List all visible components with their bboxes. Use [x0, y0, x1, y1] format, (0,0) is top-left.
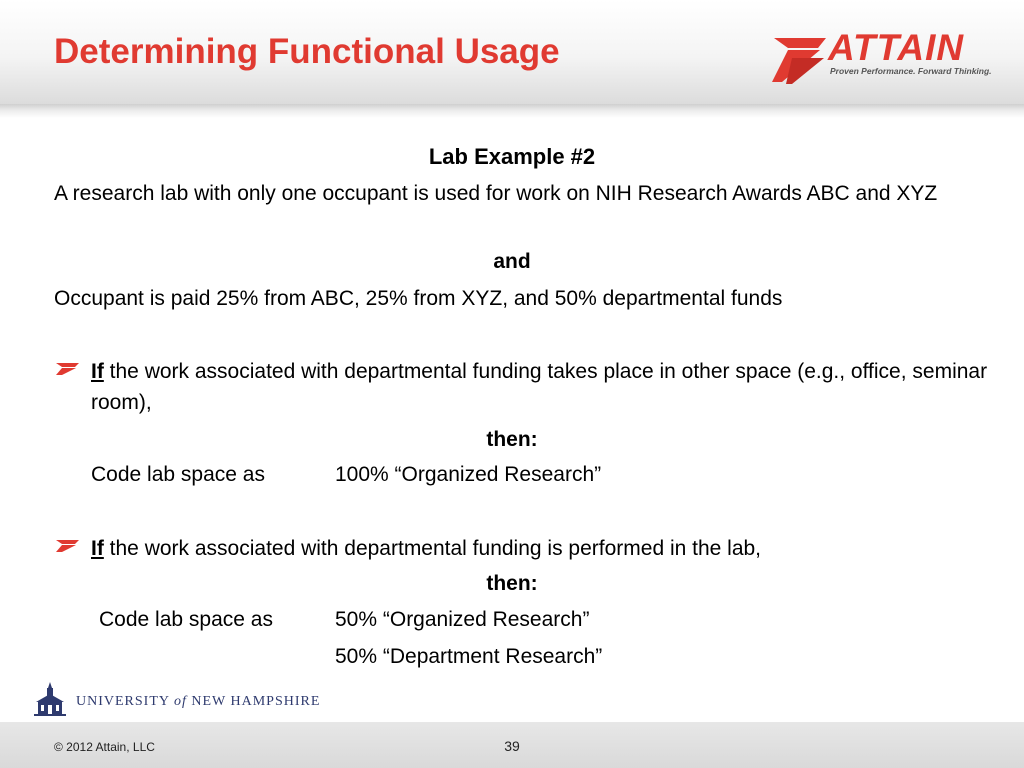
- and-connector: and: [493, 250, 531, 273]
- attain-tagline: Proven Performance. Forward Thinking.: [830, 66, 992, 76]
- attain-swoosh-icon: [768, 28, 828, 86]
- code-label: Code lab space as: [91, 463, 265, 486]
- attain-logo: [768, 28, 1008, 86]
- arrow-bullet-icon: [54, 362, 80, 376]
- slide-title: Determining Functional Usage: [54, 32, 560, 71]
- code-value: 50% “Organized Research”: [335, 608, 590, 631]
- bullet-condition-1: [91, 356, 991, 418]
- unh-logo: [30, 680, 321, 720]
- payment-paragraph: Occupant is paid 25% from ABC, 25% from XYZ, and 50% departmental funds: [54, 287, 783, 310]
- unh-wordmark: UNIVERSITY of NEW HAMPSHIRE: [76, 694, 321, 709]
- code-value: 100% “Organized Research”: [335, 463, 602, 486]
- bullet-text: the work associated with departmental funding is performed in the lab,: [103, 537, 762, 560]
- bullet-text: the work associated with departmental funding takes place in other space (e.g., office, seminar room),: [91, 360, 988, 414]
- arrow-bullet-icon: [54, 539, 80, 553]
- intro-paragraph: A research lab with only one occupant is used for work on NIH Research Awards ABC and XYZ: [54, 182, 938, 205]
- page-number: 39: [504, 738, 520, 754]
- header-shadow: [0, 104, 1024, 118]
- if-keyword: If: [91, 537, 104, 560]
- copyright-text: © 2012 Attain, LLC: [54, 740, 155, 754]
- slide-footer: [0, 722, 1024, 768]
- thompson-hall-icon: [32, 680, 68, 718]
- then-label: then:: [486, 572, 538, 595]
- attain-wordmark: ATTAIN: [828, 27, 965, 68]
- code-value: 50% “Department Research”: [335, 645, 603, 668]
- code-label: Code lab space as: [99, 608, 273, 631]
- example-heading: Lab Example #2: [428, 144, 596, 169]
- if-keyword: If: [91, 360, 104, 383]
- bullet-condition-2: [91, 533, 991, 564]
- then-label: then:: [486, 428, 538, 451]
